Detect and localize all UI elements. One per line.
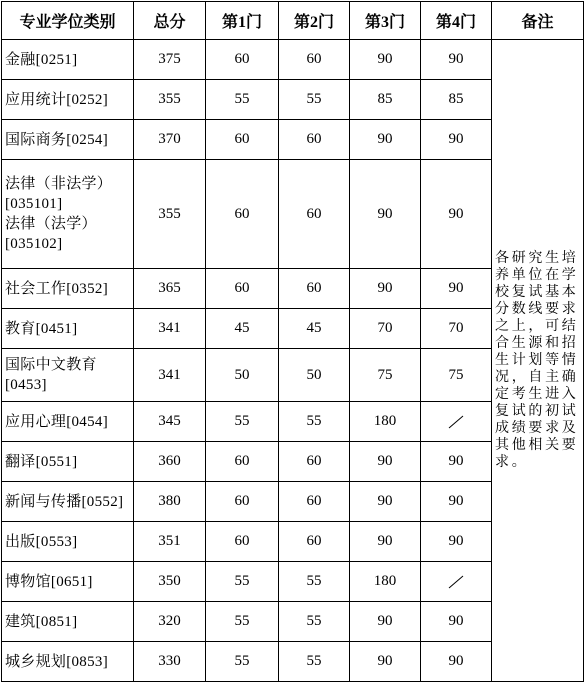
subject-1-cell: 60: [206, 269, 279, 309]
category-name-line: 应用统计[0252]: [5, 91, 108, 108]
category-cell: [2, 40, 134, 80]
subject-1-cell: 60: [206, 120, 279, 160]
subject-2-cell: 55: [279, 602, 350, 642]
subject-4-cell: 90: [421, 482, 492, 522]
total-score-cell: 330: [134, 642, 206, 682]
subject-1-cell: 60: [206, 482, 279, 522]
subject-4-cell: 90: [421, 269, 492, 309]
total-score-cell: 355: [134, 160, 206, 269]
subject-2-cell: 60: [279, 120, 350, 160]
category-name-line: 法律（法学）: [5, 216, 97, 232]
subject-3-cell: 90: [350, 160, 421, 269]
header-subject-2: 第2门: [279, 2, 350, 40]
header-category: 专业学位类别: [2, 2, 134, 40]
category-cell: [2, 642, 134, 682]
total-score-cell: 370: [134, 120, 206, 160]
subject-1-cell: 50: [206, 349, 279, 402]
subject-4-cell: [421, 562, 492, 602]
subject-2-cell: 60: [279, 160, 350, 269]
subject-2-cell: 60: [279, 269, 350, 309]
subject-3-cell: 90: [350, 40, 421, 80]
subject-4-cell: 85: [421, 80, 492, 120]
subject-4-cell: 90: [421, 120, 492, 160]
not-applicable-slash-icon: [448, 413, 464, 429]
subject-1-cell: 60: [206, 522, 279, 562]
subject-1-cell: 55: [206, 602, 279, 642]
category-name-line: 教育[0451]: [5, 320, 78, 337]
subject-4-cell: 70: [421, 309, 492, 349]
subject-2-cell: 50: [279, 349, 350, 402]
subject-3-cell: 90: [350, 482, 421, 522]
category-cell: [2, 402, 134, 442]
subject-3-cell: 85: [350, 80, 421, 120]
total-score-cell: 351: [134, 522, 206, 562]
total-score-cell: 380: [134, 482, 206, 522]
subject-3-cell: 90: [350, 120, 421, 160]
subject-1-cell: 55: [206, 80, 279, 120]
category-cell: [2, 120, 134, 160]
header-total: 总分: [134, 2, 206, 40]
total-score-cell: 360: [134, 442, 206, 482]
category-name-line: 社会工作[0352]: [5, 280, 108, 297]
subject-2-cell: 55: [279, 642, 350, 682]
subject-3-cell: 90: [350, 642, 421, 682]
category-name-line: 国际商务[0254]: [5, 131, 108, 148]
category-name-line: 法律（非法学）: [5, 176, 113, 192]
category-name-line: [035102]: [5, 236, 63, 252]
category-cell: [2, 442, 134, 482]
subject-3-cell: 75: [350, 349, 421, 402]
total-score-cell: 341: [134, 349, 206, 402]
subject-3-cell: 90: [350, 522, 421, 562]
header-row: [2, 2, 584, 40]
total-score-cell: 365: [134, 269, 206, 309]
total-score-cell: 355: [134, 80, 206, 120]
total-score-cell: 375: [134, 40, 206, 80]
subject-2-cell: 45: [279, 309, 350, 349]
subject-1-cell: 45: [206, 309, 279, 349]
subject-1-cell: 55: [206, 562, 279, 602]
category-cell: [2, 482, 134, 522]
not-applicable-slash-icon: [448, 573, 464, 589]
total-score-cell: 350: [134, 562, 206, 602]
category-name-line: 出版[0553]: [5, 533, 78, 550]
category-name-line: [0453]: [5, 377, 47, 393]
subject-2-cell: 60: [279, 40, 350, 80]
category-cell: [2, 602, 134, 642]
subject-2-cell: 55: [279, 402, 350, 442]
header-note: 备注: [492, 2, 584, 40]
header-subject-3: 第3门: [350, 2, 421, 40]
category-name-line: 城乡规划[0853]: [5, 653, 108, 670]
subject-1-cell: 55: [206, 402, 279, 442]
subject-3-cell: 90: [350, 442, 421, 482]
category-name-line: 金融[0251]: [5, 51, 78, 68]
score-table: [1, 1, 584, 682]
category-name-line: 应用心理[0454]: [5, 413, 108, 430]
subject-1-cell: 60: [206, 160, 279, 269]
category-name-line: 新闻与传播[0552]: [5, 493, 124, 510]
subject-2-cell: 60: [279, 522, 350, 562]
subject-4-cell: 90: [421, 642, 492, 682]
category-cell: [2, 309, 134, 349]
category-name-line: 翻译[0551]: [5, 453, 78, 470]
subject-2-cell: 60: [279, 482, 350, 522]
subject-1-cell: 60: [206, 40, 279, 80]
category-name-line: 国际中文教育: [5, 357, 97, 373]
subject-1-cell: 55: [206, 642, 279, 682]
table-row: [2, 40, 584, 80]
category-name-line: 建筑[0851]: [5, 613, 78, 630]
subject-2-cell: 55: [279, 562, 350, 602]
category-name-line: [035101]: [5, 196, 63, 212]
category-cell: [2, 269, 134, 309]
note-cell: 各研究生培养单位在学校复试基本分数线要求之上，可结合生源和招生计划等情况，自主确定考生进入复试的初试成绩要求及其他相关要求。: [492, 40, 584, 682]
header-subject-4: 第4门: [421, 2, 492, 40]
total-score-cell: 320: [134, 602, 206, 642]
subject-3-cell: 70: [350, 309, 421, 349]
subject-4-cell: 90: [421, 442, 492, 482]
category-cell: [2, 562, 134, 602]
subject-4-cell: [421, 402, 492, 442]
subject-3-cell: 180: [350, 402, 421, 442]
subject-4-cell: 90: [421, 40, 492, 80]
subject-4-cell: 90: [421, 160, 492, 269]
subject-1-cell: 60: [206, 442, 279, 482]
category-cell: [2, 80, 134, 120]
total-score-cell: 345: [134, 402, 206, 442]
category-cell: [2, 349, 134, 402]
total-score-cell: 341: [134, 309, 206, 349]
subject-3-cell: 180: [350, 562, 421, 602]
subject-3-cell: 90: [350, 269, 421, 309]
category-name-line: 博物馆[0651]: [5, 573, 93, 590]
subject-4-cell: 90: [421, 602, 492, 642]
category-cell: [2, 522, 134, 562]
header-subject-1: 第1门: [206, 2, 279, 40]
subject-2-cell: 60: [279, 442, 350, 482]
category-cell: [2, 160, 134, 269]
subject-3-cell: 90: [350, 602, 421, 642]
subject-4-cell: 75: [421, 349, 492, 402]
subject-4-cell: 90: [421, 522, 492, 562]
subject-2-cell: 55: [279, 80, 350, 120]
